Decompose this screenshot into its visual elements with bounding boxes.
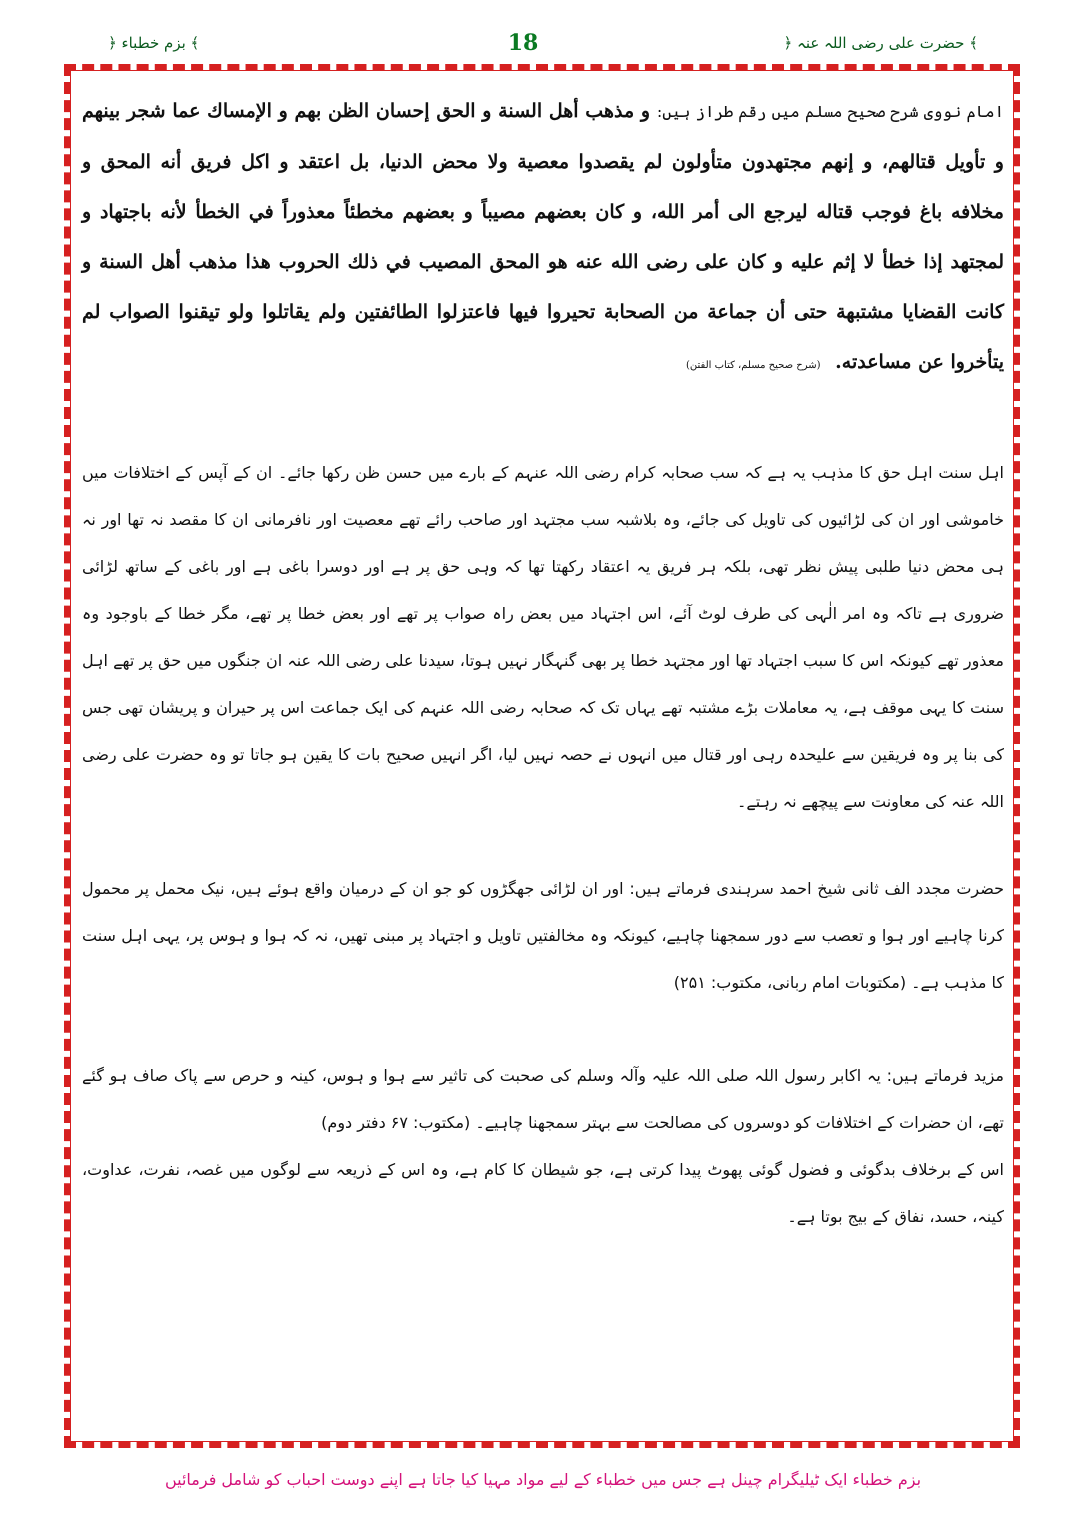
page-content: [82, 86, 1004, 1240]
quote-text: و مذهب أهل السنة و الحق إحسان الظن بهم و الإمساك عما شجر بينهم و تأويل قتالهم، و إنهم مجتهدون متأولون لم يقصدوا معصية ولا محض الدنيا، بل اعتقد و اكل فريق أنه المحق و مخلافه باغ فوجب قتاله ليرجع الى أمر الله، و كان بعضهم مصيباً و بعضهم مخطئاً معذوراً في الخطأ لأنه باجتهاد و لمجتهد إذا خطأ لا إثم عليه و كان على رضى الله عنه هو المحق المصيب في ذلك الحروب هذا مذهب أهل السنة و كانت القضايا مشتبهة حتى أن جماعة من الصحابة تحيروا فيها فاعتزلوا الطائفتين ولم يقاتلوا ولو تيقنوا الصواب لم يتأخروا عن مساعدته.: [82, 100, 1004, 373]
paragraph-mujaddid: حضرت مجدد الف ثانی شیخ احمد سرہندی فرماتے ہیں: اور ان لڑائی جھگڑوں کو جو ان کے درمیان واقع ہوئے ہیں، نیک محمل پر محمول کرنا چاہیے اور ہوا و تعصب سے دور سمجھنا چاہیے، کیونکہ وہ مخالفتیں تاویل و اجتہاد پر مبنی تھیں، نہ کہ ہوا و ہوس پر، یہی اہل سنت کا مذہب ہے۔ (مکتوبات امام ربانی، مکتوب: ۲۵۱): [82, 879, 1004, 992]
paragraph-ahl-sunnat: اہل سنت اہل حق کا مذہب یہ ہے کہ سب صحابہ کرام رضی اللہ عنہم کے بارے میں حسن ظن رکھا جائے۔ ان کے آپس کے اختلافات میں خاموشی اور ان کی لڑائیوں کی تاویل کی جائے، وہ بلاشبہ سب مجتہد اور صاحب رائے تھے معصیت اور نافرمانی ان کا مقصد نہ تھا اور نہ ہی محض دنیا طلبی پیش نظر تھی، بلکہ ہر فریق یہ اعتقاد رکھتا تھا کہ وہی حق پر ہے اور دوسرا باغی ہے اور باغی کے ساتھ لڑائی ضروری ہے تاکہ وہ امر الٰہی کی طرف لوٹ آئے، اس اجتہاد میں بعض راہ صواب پر تھے اور بعض خطا پر تھے، مگر خطا کے باوجود وہ معذور تھے کیونکہ اس کا سبب اجتہاد تھا اور مجتہد خطا پر بھی گنہگار نہیں ہوتا، سیدنا علی رضی اللہ عنہ ان جنگوں میں حق پر تھے اہل سنت کا یہی موقف ہے، یہ معاملات بڑے مشتبہ تھے یہاں تک کہ صحابہ رضی اللہ عنہم کی ایک جماعت اس پر حیران و پریشان تھی جس کی بنا پر وہ فریقین سے علیحدہ رہی اور قتال میں انہوں نے حصہ نہیں لیا، اگر انہیں صحیح بات کا یقین ہو جاتا تو وہ حضرت علی رضی اللہ عنہ کی معاونت سے پیچھے نہ رہتے۔: [82, 463, 1004, 811]
paragraph-badgoi: اس کے برخلاف بدگوئی و فضول گوئی پھوٹ پیدا کرتی ہے، جو شیطان کا کام ہے، وہ اس کے ذریعہ سے لوگوں میں غصہ، نفرت، عداوت، کینہ، حسد، نفاق کے بیج بوتا ہے۔: [82, 1160, 1004, 1226]
page-header: [0, 28, 1086, 68]
channel-title: ﴾ بزم خطباء ﴿: [108, 34, 200, 52]
paragraph-mazeed: مزید فرماتے ہیں: یہ اکابر رسول اللہ صلی اللہ علیہ وآلہ وسلم کی صحبت کی تاثیر سے ہوا و ہوس، کینہ و حرص سے پاک صاف ہو گئے تھے، ان حضرات کے اختلافات کو دوسروں کی مصالحت سے بہتر سمجھنا چاہیے۔ (مکتوب: ۶۷ دفتر دوم): [82, 1066, 1004, 1132]
footer-note: بزم خطباء ایک ٹیلیگرام چینل ہے جس میں خطباء کے لیے مواد مہیا کیا جاتا ہے اپنے دوست احباب کو شامل فرمائیں: [164, 1470, 922, 1489]
arabic-quote: [82, 86, 1004, 391]
chapter-title: ﴾ حضرت علی رضی اللہ عنہ ﴿: [783, 34, 978, 52]
quote-reference: (شرح صحیح مسلم، کتاب الفتن): [686, 360, 821, 371]
page-number: 18: [507, 30, 539, 56]
quote-intro: امام نووی شرح صحیح مسلم میں رقم طراز ہیں:: [656, 102, 1004, 121]
